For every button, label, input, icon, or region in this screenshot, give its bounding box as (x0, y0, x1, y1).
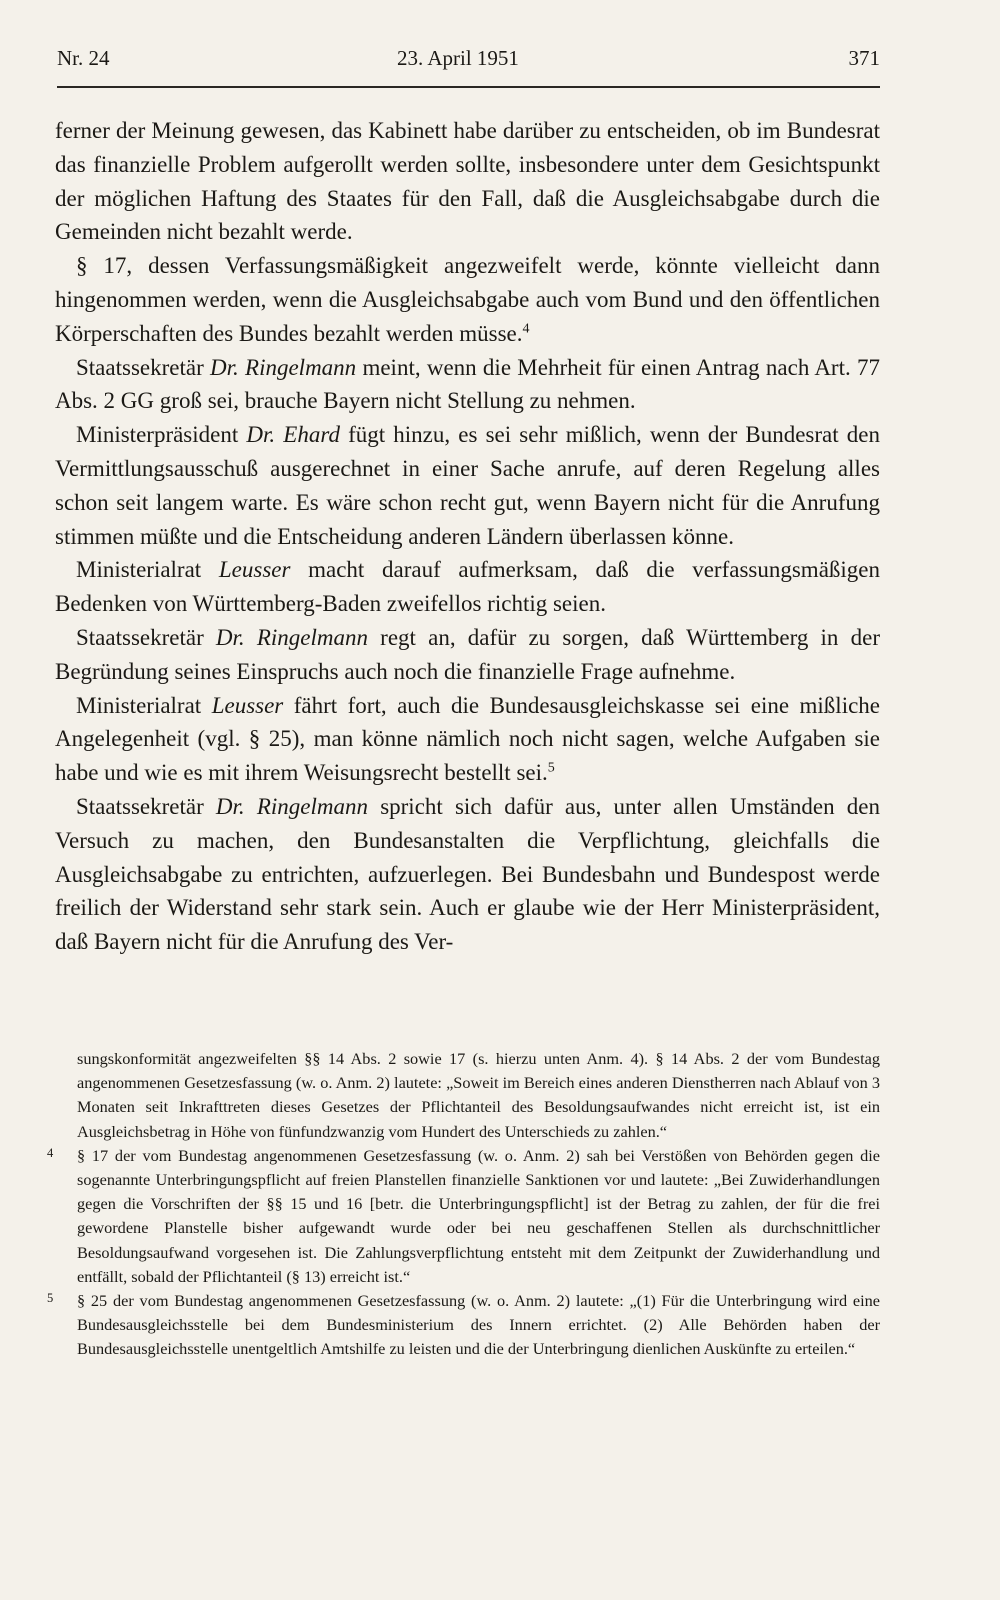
speaker-role: Staatssekretär (76, 624, 216, 650)
speaker-role: Ministerpräsident (76, 422, 247, 448)
paragraph-text: meint, wenn die Mehrheit für einen Antrag nach Art. 77 Abs. 2 GG groß sei, brauche Bayern nicht Stellung zu nehmen. (55, 354, 880, 414)
speaker-name: Dr. Ehard (246, 422, 340, 448)
footnote-number: 5 (47, 1291, 54, 1306)
header-rule (57, 86, 880, 88)
speaker-name: Dr. Ringelmann (215, 624, 368, 650)
footnotes (47, 1047, 880, 1362)
speaker-name: Dr. Ringelmann (210, 354, 357, 380)
footnote (47, 1289, 880, 1362)
paragraph-text: fährt fort, auch die Bundesausgleichskasse sei eine mißliche Angelegenheit (vgl. § 25), man könne nämlich noch nicht sagen, welche Aufgaben sie habe und wie es mit ihrem Weisungsrecht bestellt sei. (55, 692, 881, 786)
speaker-role: Ministerialrat (76, 692, 212, 718)
paragraph (55, 249, 880, 350)
paragraph (55, 351, 880, 419)
header-date: 23. April 1951 (397, 46, 519, 70)
footnote-ref: 5 (547, 760, 555, 776)
paragraph-text: spricht sich dafür aus, unter allen Umständen den Versuch zu machen, den Bundesanstalten die Verpflichtung, gleichfalls die Ausgleichsabgabe zu entrichten, aufzuerlegen. Bei Bundesbahn und Bundespost werde freilich der Widerstand sehr stark sein. Auch er glaube wie der Herr Ministerpräsident, daß Bayern nicht für die Anrufung des Ver- (55, 793, 880, 955)
page-number: 371 (848, 46, 880, 70)
speaker-name: Leusser (218, 557, 291, 583)
issue-number: Nr. 24 (57, 46, 110, 70)
speaker-name: Leusser (211, 692, 284, 718)
footnote-text: § 25 der vom Bundestag angenommenen Gesetzesfassung (w. o. Anm. 2) lautete: „(1) Für die Unterbringung wird eine Bundesausgleichsstelle bei dem Bundesministerium des Innern errichtet. (2) Alle Behörden haben der Bundesausgleichsstelle unentgeltlich Amtshilfe zu leisten und die der Unterbringung dienlichen Auskünfte zu erteilen.“ (77, 1291, 880, 1359)
speaker-role: Staatssekretär (76, 354, 210, 380)
paragraph-text: ferner der Meinung gewesen, das Kabinett habe darüber zu entscheiden, ob im Bundesrat das finanzielle Problem aufgerollt werden sollte, insbesondere unter dem Gesichtspunkt der möglichen Haftung des Staates für den Fall, daß die Ausgleichsabgabe durch die Gemeinden nicht bezahlt werde. (55, 118, 880, 245)
paragraph-text: § 17, dessen Verfassungsmäßigkeit angezweifelt werde, könnte vielleicht dann hingenommen werden, wenn die Ausgleichsabgabe auch vom Bund und den öffentlichen Körperschaften des Bundes bezahlt werden müsse. (55, 253, 880, 346)
paragraph (55, 621, 880, 689)
main-text (55, 114, 880, 959)
footnote-text: § 17 der vom Bundestag angenommenen Gesetzesfassung (w. o. Anm. 2) sah bei Verstößen von Behörden gegen die sogenannte Unterbringungspflicht auf freien Planstellen finanzielle Sanktionen vor und lautete: „Bei Zuwiderhandlungen gegen die Vorschriften der §§ 15 und 16 [betr. die Unterbringungspflicht] ist der Betrag zu zahlen, der für die frei gewordene Planstelle bisher aufgewandt wurde oder bei neu geschaffenen Stellen als durchschnittlicher Besoldungsaufwand vorgesehen ist. Die Zahlungsverpflichtung entsteht mit dem Zeitpunkt der Zuwiderhandlung und entfällt, sobald der Pflichtanteil (§ 13) erreicht ist.“ (77, 1145, 880, 1286)
paragraph (55, 553, 880, 621)
paragraph (55, 114, 880, 249)
footnote-ref: 4 (522, 321, 530, 337)
footnote-number: 4 (47, 1145, 54, 1160)
speaker-role: Staatssekretär (76, 793, 216, 819)
paragraph (55, 418, 880, 553)
footnote (47, 1144, 880, 1289)
paragraph-text: fügt hinzu, es sei sehr mißlich, wenn der Bundesrat den Vermittlungsausschuß ausgerechnet in einer Sache anrufe, auf deren Regelung alles schon seit langem warte. Es wäre schon recht gut, wenn Bayern nicht für die Anrufung stimmen müßte und die Entscheidung anderen Ländern überlassen könne. (55, 422, 880, 549)
page-header (57, 46, 880, 86)
footnote-text: sungskonformität angezweifelten §§ 14 Abs. 2 sowie 17 (s. hierzu unten Anm. 4). § 14 Abs. 2 der vom Bundestag angenommenen Gesetzesfassung (w. o. Anm. 2) lautete: „Soweit im Bereich eines anderen Dienstherren nach Ablauf von 3 Monaten seit Inkrafttreten dieses Gesetzes der Pflichtanteil des Besoldungsaufwandes nicht erreicht ist, ist ein Ausgleichsbetrag in Höhe von fünfundzwanzig vom Hundert des Unterschieds zu zahlen.“ (77, 1049, 880, 1141)
paragraph-text: macht darauf aufmerksam, daß die verfassungsmäßigen Bedenken von Württemberg-Baden zweifellos richtig seien. (55, 557, 880, 617)
footnote (55, 1047, 880, 1144)
paragraph-text: regt an, dafür zu sorgen, daß Württemberg in der Begründung seines Einspruchs auch noch die finanzielle Frage aufnehme. (55, 624, 880, 684)
paragraph (55, 689, 880, 790)
paragraph (55, 790, 880, 959)
speaker-role: Ministerialrat (76, 557, 219, 583)
speaker-name: Dr. Ringelmann (215, 793, 369, 819)
